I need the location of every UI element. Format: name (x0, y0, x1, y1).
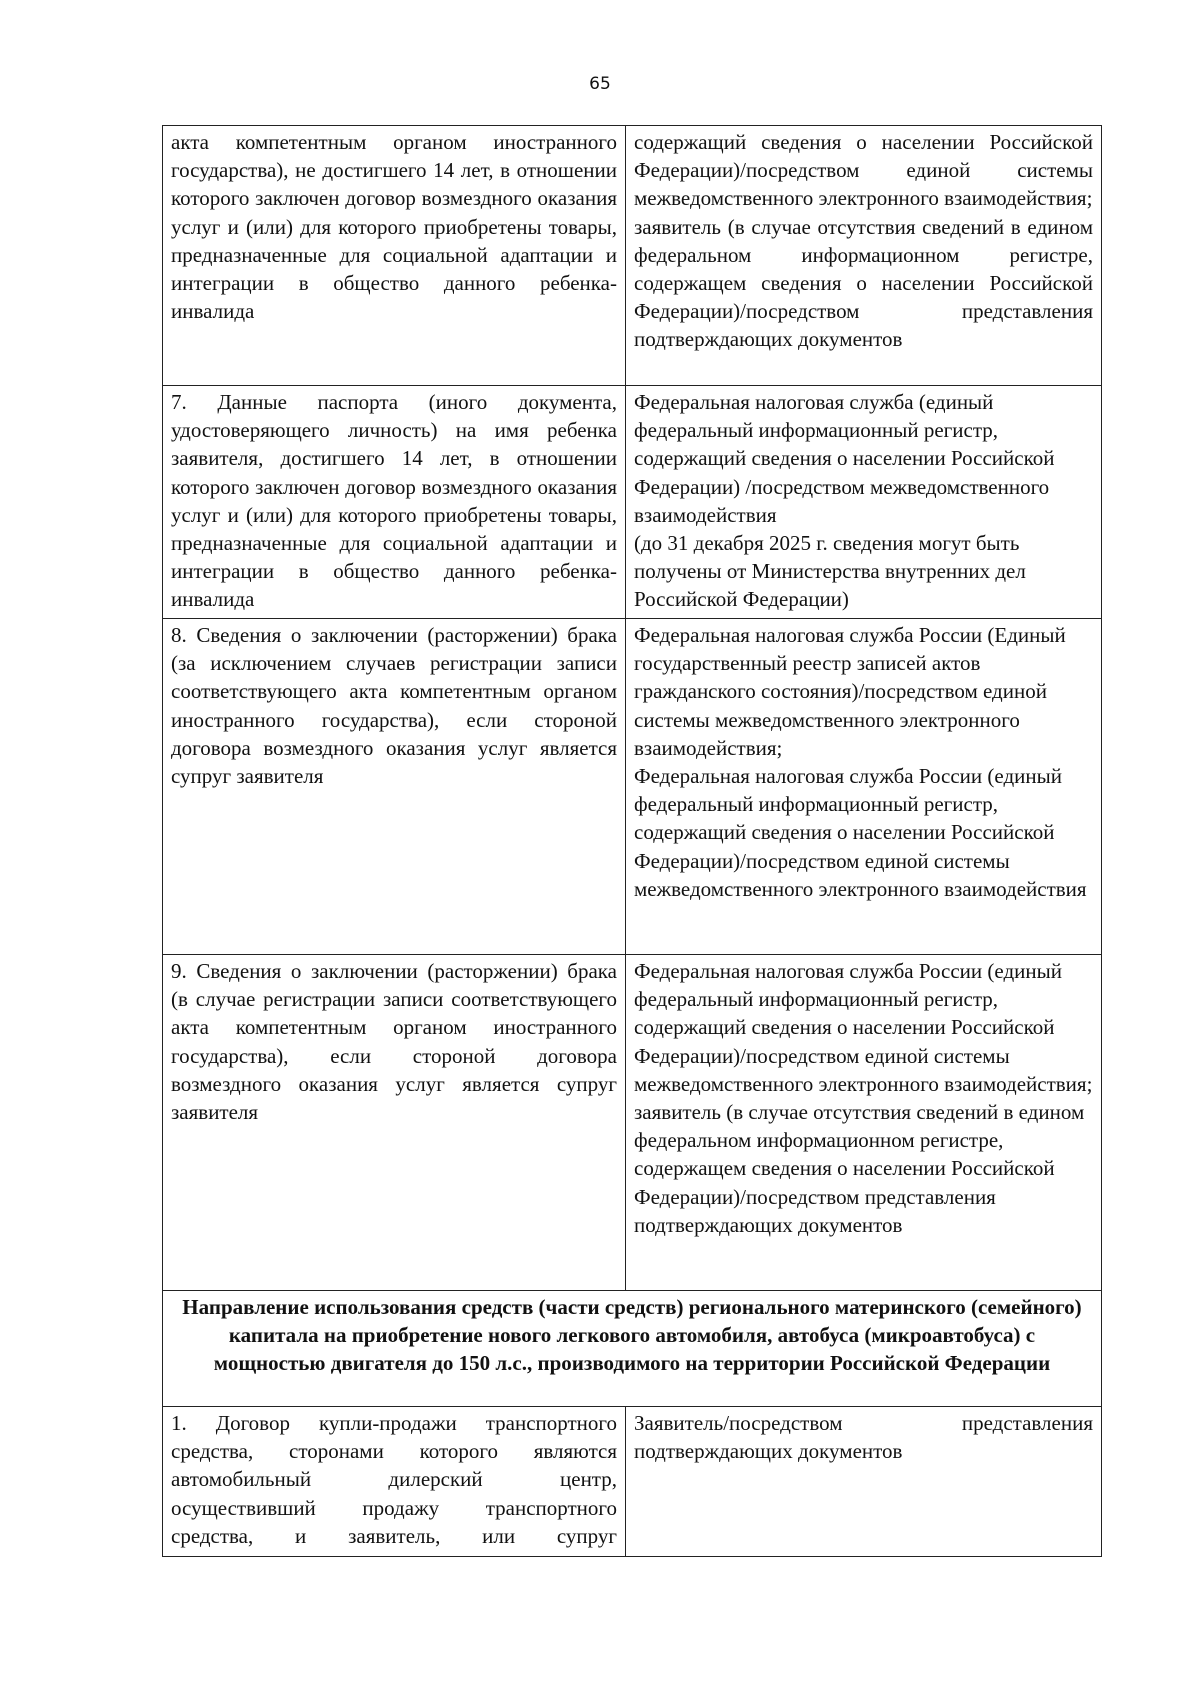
cell-text: Федеральная налоговая служба России (Единый государственный реестр записей актов гражданского состояния)/посредством единой системы межведомственного электронного взаимодействия; (634, 623, 1066, 760)
table-row (163, 386, 1102, 619)
cell-text: 8. Сведения о заключении (расторжении) брака (за исключением случаев регистрации записи соответствующего акта компетентным органом иностранного государства), если стороной договора возмездного оказания услуг является супруг заявителя (171, 623, 617, 789)
cell-text: заявитель (в случае отсутствия сведений в едином федеральном информационном регистре, содержащем сведения о населении Российской Федерации)/посредством представления подтверждающих документов (634, 1100, 1085, 1237)
cell-text: Федеральная налоговая служба России (единый федеральный информационный регистр, содержащий сведения о населении Российской Федерации)/посредством единой системы межведомственного электронного взаимодействия; (634, 959, 1093, 1096)
table-cell-left (163, 619, 626, 955)
cell-text: заявитель (в случае отсутствия сведений в едином федеральном информационном регистре, содержащем сведения о населении Российской Федерации)/посредством представления подтверждающих документов (634, 214, 1093, 352)
table-cell-left (163, 955, 626, 1291)
cell-text: 9. Сведения о заключении (расторжении) брака (в случае регистрации записи соответствующего акта компетентным органом иностранного государства), если стороной договора возмездного оказания услуг является супруг заявителя (171, 959, 617, 1125)
table-cell-left (163, 126, 626, 386)
cell-text: Федеральная налоговая служба России (единый федеральный информационный регистр, содержащий сведения о населении Российской Федерации)/посредством единой системы межведомственного электронного взаимодействия (634, 764, 1087, 901)
table-cell-left: 1. Договор купли-продажи транспортного средства, сторонами которого являются автомобильный дилерский центр, осуществивший продажу транспортного средства, и заявитель, или супруг (163, 1407, 626, 1557)
section-heading: Направление использования средств (части средств) регионального материнского (семейного) капитала на приобретение нового легкового автомобиля, автобуса (микроавтобуса) с мощностью двигателя до 150 л.с., производимого на территории Российской Федерации (163, 1291, 1102, 1407)
table-row (163, 955, 1102, 1291)
cell-text: Федеральная налоговая служба (единый федеральный информационный регистр, содержащий сведения о населении Российской Федерации) /посредством межведомственного взаимодействия (634, 390, 1055, 527)
table-row (163, 1407, 1102, 1557)
cell-text: (до 31 декабря 2025 г. сведения могут быть получены от Министерства внутренних дел Российской Федерации) (634, 531, 1026, 612)
table-row (163, 619, 1102, 955)
cell-text: 7. Данные паспорта (иного документа, удостоверяющего личность) на имя ребенка заявителя, достигшего 14 лет, в отношении которого заключен договор возмездного оказания услуг и (или) для которого приобретены товары, предназначенные для социальной адаптации и интеграции в общество данного ребенка-инвалида (171, 390, 617, 612)
section-heading-row (163, 1291, 1102, 1407)
table-cell-left (163, 386, 626, 619)
table-cell-right (626, 955, 1102, 1291)
cell-text: содержащий сведения о населении Российской Федерации)/посредством единой системы межведомственного электронного взаимодействия; (634, 130, 1093, 211)
table-cell-right (626, 126, 1102, 386)
cell-text: акта компетентным органом иностранного государства), не достигшего 14 лет, в отношении которого заключен договор возмездного оказания услуг и (или) для которого приобретены товары, предназначенные для социальной адаптации и интеграции в общество данного ребенка-инвалида (171, 130, 617, 324)
table-cell-right (626, 619, 1102, 955)
table-cell-right: Заявитель/посредством представления подтверждающих документов (626, 1407, 1102, 1557)
page-number: 65 (589, 74, 611, 94)
document-table (162, 125, 1102, 1557)
table-cell-right (626, 386, 1102, 619)
table-row (163, 126, 1102, 386)
